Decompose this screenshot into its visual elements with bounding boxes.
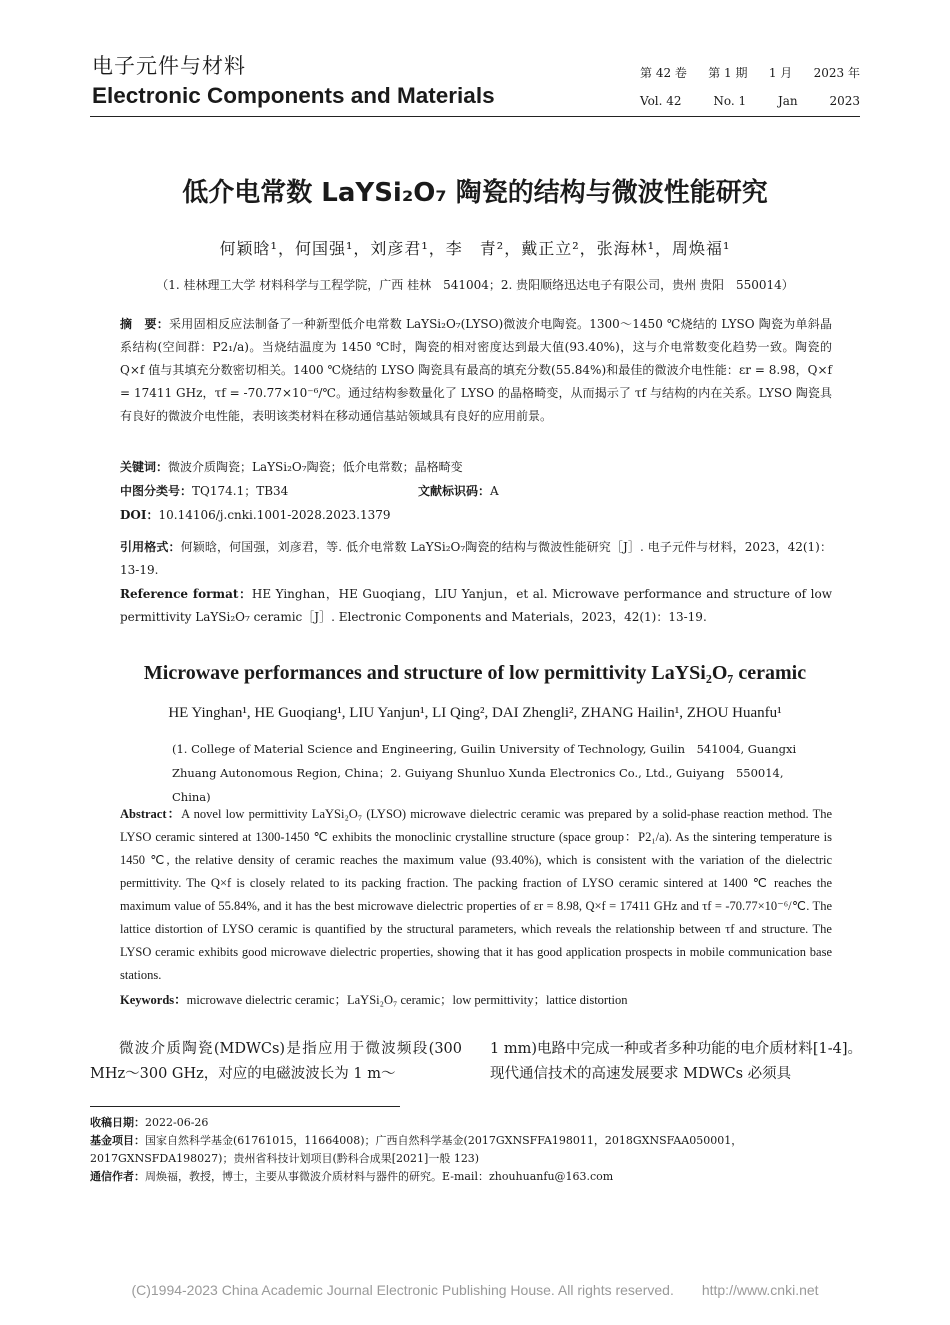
- body-column-left: 微波介质陶瓷(MDWCs)是指应用于微波频段(300 MHz～300 GHz，对应的电磁波波长为 1 m～: [90, 1041, 462, 1082]
- footnote-divider: [90, 1106, 400, 1107]
- affiliation-en: (1. College of Material Science and Engineering, Guilin University of Technology, Guilin 541004, Guangxi Zhuang Autonomous Region, China；2. Guiyang Shunluo Xunda Electronics Co., Ltd., Guiyang 550014, China): [172, 742, 797, 804]
- keywords-cn-label: 关键词：: [120, 460, 169, 474]
- abstract-en-label: Abstract：: [120, 807, 182, 821]
- clc-label: 中图分类号：: [120, 484, 193, 498]
- paper-title-cn: 低介电常数 LaYSi₂O₇ 陶瓷的结构与微波性能研究: [182, 178, 768, 208]
- issue-info-en: [640, 94, 860, 108]
- fund-value: 国家自然科学基金(61761015，11664008)；广西自然科学基金(2017GXNSFFA198011，2018GXNSFAA050001，2017GXNSFDA198027)；贵州省科技计划项目(黔科合成果[2021]一般 123): [90, 1134, 743, 1165]
- citation-cn-text: 何颖晗，何国强，刘彦君，等. 低介电常数 LaYSi₂O₇陶瓷的结构与微波性能研究［J］. 电子元件与材料，2023，42(1)：13-19.: [120, 540, 832, 577]
- issue-number-en: No. 1: [713, 94, 747, 108]
- header-divider: [90, 116, 860, 117]
- issue-volume-en: Vol. 42: [640, 94, 682, 108]
- author-label: 通信作者：: [90, 1170, 145, 1183]
- keywords-en-text: microwave dielectric ceramic；LaYSi₂O₇ ceramic；low permittivity；lattice distortion: [186, 993, 628, 1007]
- paper-title-en: Microwave performances and structure of low permittivity LaYSi₂O₇ ceramic: [143, 662, 807, 684]
- abstract-en-text: A novel low permittivity LaYSi₂O₇ (LYSO) microwave dielectric ceramic was prepared by a solid-phase reaction method. The LYSO ceramic sintered at 1300-1450 ℃ exhibits the monoclinic crystalline structure (space group：P2₁/a). As the sintering temperature is 1450 ℃, the relative density of ceramic reaches the maximum value (93.40%), which is consistent with the variation of the dielectric permittivity. The Q×f is closely related to its packing fraction. The packing fraction of LYSO ceramic sintered at 1400 ℃ reaches the maximum value of 55.84%, and it has the best microwave dielectric properties of εr = 8.98, Q×f = 17411 GHz and τf = -70.77×10⁻⁶/℃. The lattice distortion of LYSO ceramic is quantified by the structural parameters, which reveals the relationship between τf and structure. The LYSO ceramic exhibits good microwave dielectric properties, showing that it has good application prospects in mobile communication base stations.: [120, 807, 832, 982]
- abstract-cn: [120, 313, 832, 428]
- classification-row: [120, 480, 832, 503]
- doi-row: [120, 504, 832, 527]
- author-list-en: HE Yinghan¹, HE Guoqiang¹, LIU Yanjun¹, LI Qing², DAI Zhengli², ZHANG Hailin¹, ZHOU Huanfu¹: [168, 705, 782, 721]
- doc-code-label: 文献标识码：: [418, 484, 491, 498]
- abstract-cn-label: 摘 要：: [120, 317, 170, 331]
- issue-number-cn: 第 1 期: [708, 66, 748, 80]
- issue-year-cn: 2023 年: [813, 66, 860, 80]
- body-column-right: 1 mm)电路中完成一种或者多种功能的电介质材料[1-4]。现代通信技术的高速发展要求 MDWCs 必须具: [490, 1041, 862, 1082]
- clc-value: TQ174.1；TB34: [192, 484, 289, 498]
- received-label: 收稿日期：: [90, 1116, 145, 1129]
- affiliation-cn: （1. 桂林理工大学 材料科学与工程学院，广西 桂林 541004；2. 贵阳顺络迅达电子有限公司，贵州 贵阳 550014）: [156, 278, 794, 292]
- abstract-en: [120, 803, 832, 987]
- keywords-cn-text: 微波介质陶瓷；LaYSi₂O₇陶瓷；低介电常数；晶格畸变: [168, 460, 463, 474]
- issue-month-en: Jan: [777, 94, 798, 108]
- abstract-cn-text: 采用固相反应法制备了一种新型低介电常数 LaYSi₂O₇(LYSO)微波介电陶瓷。1300～1450 ℃烧结的 LYSO 陶瓷为单斜晶系结构(空间群：P2₁/a)。当烧结温度为 1450 ℃时，陶瓷的相对密度达到最大值(93.40%)，这与介电常数变化趋势一致。陶瓷的 Q×f 值与其填充分数密切相关。1400 ℃烧结的 LYSO 陶瓷具有最高的填充分数(55.84%)和最佳的微波介电性能：εr = 8.98，Q×f = 17411 GHz，τf = -70.77×10⁻⁶/℃。通过结构参数量化了 LYSO 的晶格畸变，从而揭示了 τf 与结构的内在关系。LYSO 陶瓷具有良好的微波介电性能，表明该类材料在移动通信基站领域具有良好的应用前景。: [120, 317, 832, 423]
- footnote-fund: [90, 1132, 862, 1168]
- footnotes: [90, 1114, 862, 1186]
- citation-en: [120, 583, 832, 629]
- keywords-en: [120, 990, 832, 1008]
- author-value: 周焕福，教授，博士，主要从事微波介质材料与器件的研究。E-mail：zhouhuanfu@163.com: [145, 1170, 614, 1183]
- keywords-en-label: Keywords：: [120, 993, 187, 1007]
- citation-en-text: HE Yinghan，HE Guoqiang，LIU Yanjun，et al. Microwave performance and structure of low permittivity LaYSi₂O₇ ceramic［J］. Electronic Components and Materials，2023，42(1)：13-19.: [120, 587, 832, 624]
- footnote-received: [90, 1114, 862, 1132]
- doc-code: [418, 480, 499, 503]
- doi-value[interactable]: 10.14106/j.cnki.1001-2028.2023.1379: [158, 508, 391, 522]
- citation-en-label: Reference format：: [120, 587, 252, 601]
- issue-year-en: 2023: [829, 94, 860, 108]
- received-value: 2022-06-26: [145, 1116, 209, 1129]
- author-list-cn: 何颖晗¹，何国强¹，刘彦君¹，李 青²，戴正立²，张海林¹，周焕福¹: [219, 239, 731, 258]
- footnote-author: [90, 1168, 862, 1186]
- keywords-cn: [120, 456, 832, 479]
- issue-volume-cn: 第 42 卷: [640, 66, 687, 80]
- citation-cn: [120, 536, 832, 582]
- copyright-watermark: (C)1994-2023 China Academic Journal Electronic Publishing House. All rights reserved. http://www.cnki.net: [131, 1282, 819, 1298]
- issue-info-cn: [640, 64, 860, 81]
- doc-code-value: A: [490, 484, 499, 498]
- issue-month-cn: 1 月: [768, 66, 793, 80]
- journal-name-en: Electronic Components and Materials: [92, 83, 495, 108]
- journal-name-cn: 电子元件与材料: [92, 54, 246, 78]
- doi-label: DOI：: [120, 508, 159, 522]
- fund-label: 基金项目：: [90, 1134, 145, 1147]
- citation-cn-label: 引用格式：: [120, 540, 181, 554]
